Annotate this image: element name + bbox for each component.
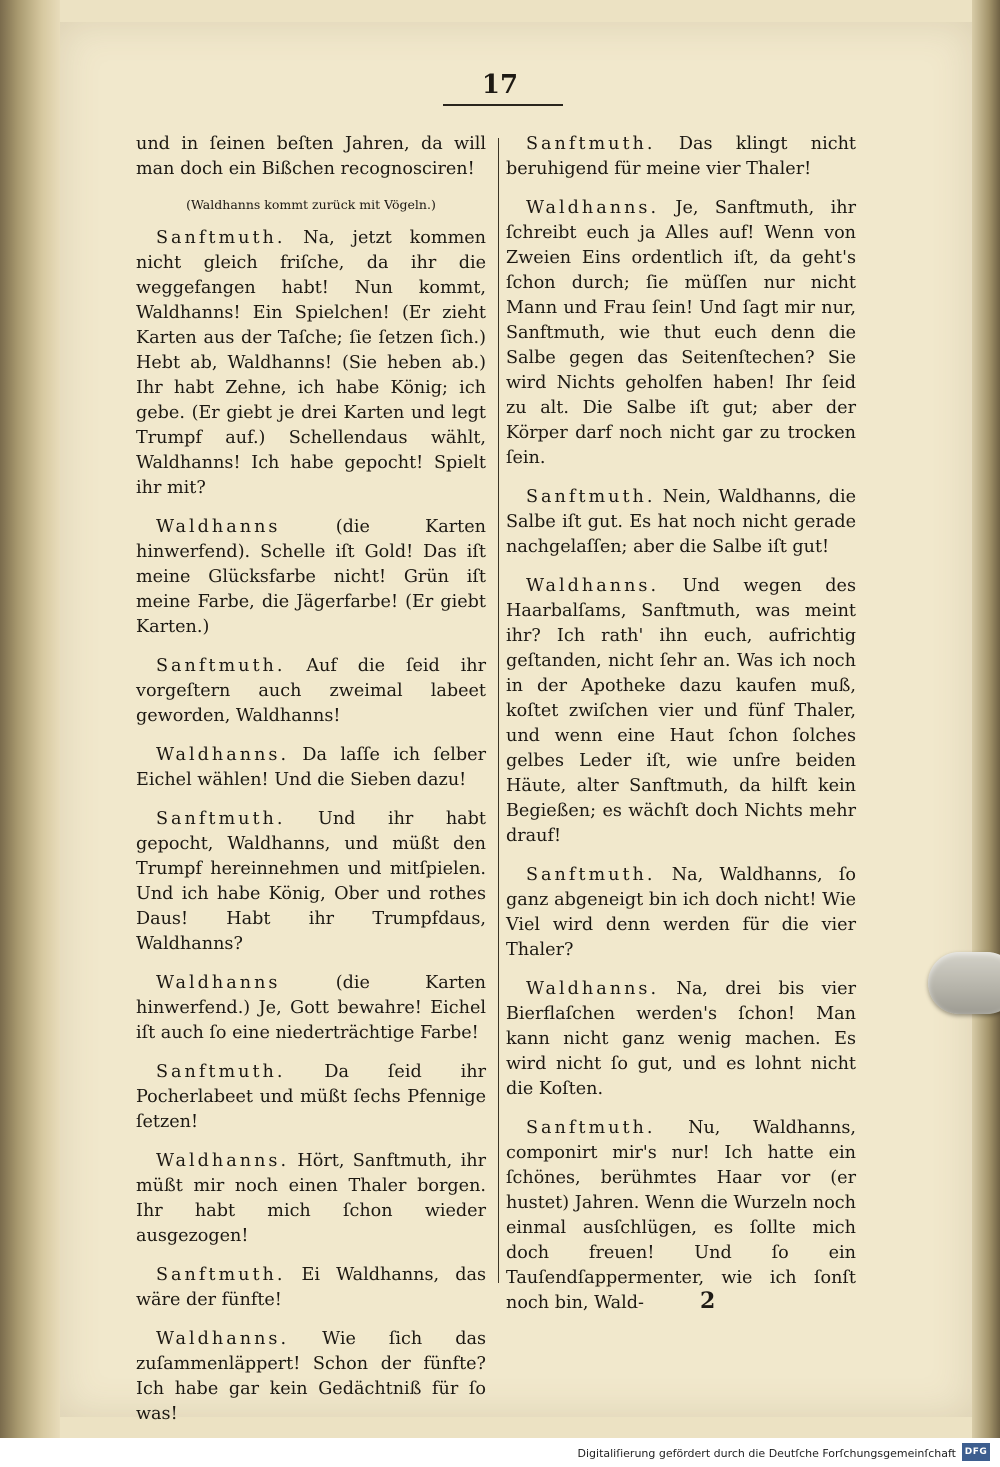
dialogue-text: Da laſſe ich ſelber Eichel wählen! Und die Sieben dazu! [136, 745, 487, 790]
speaker-name: Waldhanns. [156, 745, 290, 765]
speaker-name: Sanftmuth. [526, 134, 656, 154]
dialogue-text: Ei Waldhanns, das wäre der fünfte! [136, 1265, 486, 1310]
dialogue-text: Na, Waldhanns, ſo ganz abgeneigt bin ich doch nicht! Wie Viel wird denn werden für die vier Thaler? [506, 865, 856, 960]
dialogue-text: Nu, Waldhanns, componirt mir's nur! Ich hatte ein ſchönes, berühmtes Haar vor (er hustet) Jahren. Wenn die Wurzeln noch einmal ausſchlügen, es ſollte mich doch freuen! Und ſo ein Tauſendſappermenter, wie ich ſonſt noch bin, Wald- [506, 1118, 857, 1313]
dialogue-text: Wie ſich das zuſammenläppert! Schon der fünfte? Ich habe gar kein Gedächtniß für ſo was! [136, 1329, 486, 1424]
dialogue-paragraph [506, 863, 856, 963]
page-edge [972, 0, 1000, 1438]
signature-mark: 2 [700, 1288, 716, 1314]
funding-note: Digitaliſierung gefördert durch die Deutſche Forſchungsgemeinſchaft [577, 1447, 956, 1460]
speaker-name: Waldhanns [156, 517, 281, 537]
dialogue-text: und in ſeinen beſten Jahren, da will man doch ein Bißchen recognosciren! [136, 134, 486, 179]
speaker-name: Waldhanns. [526, 576, 660, 596]
dialogue-paragraph [136, 515, 486, 640]
dialogue-paragraph [136, 1327, 486, 1427]
speaker-name: Sanftmuth. [156, 228, 286, 248]
dialogue-paragraph [136, 743, 486, 793]
dialogue-text: Nein, Waldhanns, die Salbe iſt gut. Es hat noch nicht gerade nachgelaſſen; aber die Salbe iſt gut! [506, 487, 856, 557]
speaker-name: Waldhanns. [156, 1329, 290, 1349]
dialogue-paragraph [506, 196, 856, 471]
dialogue-paragraph [136, 807, 486, 957]
dialogue-paragraph [136, 226, 486, 501]
dialogue-text: Auf die ſeid ihr vorgeſtern auch zweimal labeet geworden, Waldhanns! [136, 656, 486, 726]
dialogue-text: Je, Sanftmuth, ihr ſchreibt euch ja Alles auf! Wenn von Zweien Eins ordentlich iſt, da geht's ſchon durch; ſie müſſen nur nicht Mann und Frau ſein! Und ſagt mir nur, Sanftmuth, wie thut euch denn die Salbe gegen das Seitenſtechen? Sie wird Nichts geholfen haben! Ihr ſeid zu alt. Die Salbe iſt gut; aber der Körper darf noch nicht gar zu trocken ſein. [506, 198, 857, 468]
dialogue-paragraph [136, 1060, 486, 1135]
dialogue-paragraph [136, 132, 486, 182]
dialogue-text: Und ihr habt gepocht, Waldhanns, und müßt den Trumpf hereinnehmen und mitſpielen. Und ich habe König, Ober und rothes Daus! Habt ihr Trumpfdaus, Waldhanns? [136, 809, 486, 954]
dialogue-paragraph [506, 574, 856, 849]
dialogue-paragraph [506, 1116, 856, 1316]
dialogue-paragraph [506, 132, 856, 182]
book-gutter [0, 0, 60, 1438]
right-text-column [506, 132, 856, 1330]
dialogue-text: Und wegen des Haarbalſams, Sanftmuth, was meint ihr? Ich rath' ihn euch, aufrichtig geſtanden, nicht ſehr an. Was ich noch in der Apotheke dazu kaufen muß, koſtet zwiſchen vier und fünf Thaler, und wenn eine Haut ſchon ſolches gelbes Leder iſt, wie unſre beiden Häute, alter Sanftmuth, da hilft kein Begießen; es wächſt doch Nichts mehr drauf! [506, 576, 856, 846]
speaker-name: Sanftmuth. [156, 1265, 286, 1285]
speaker-name: Sanftmuth. [526, 487, 656, 507]
dialogue-paragraph [136, 1149, 486, 1249]
speaker-name: Waldhanns. [526, 198, 660, 218]
dialogue-paragraph [506, 485, 856, 560]
dialogue-text: Na, drei bis vier Bierflaſchen werden's ſchon! Man kann nicht ganz wenig machen. Es wird nicht ſo gut, und es lohnt nicht die Koſten. [506, 979, 857, 1099]
dialogue-paragraph [136, 1263, 486, 1313]
page-flip-handle[interactable] [928, 952, 1000, 1014]
dialogue-text: (die Karten hinwerfend). Schelle iſt Gold! Das iſt meine Glücksfarbe nicht! Grün iſt meine Farbe, die Jägerfarbe! (Er giebt Karten.) [136, 517, 486, 637]
dialogue-paragraph [136, 971, 486, 1046]
speaker-name: Sanftmuth. [526, 1118, 656, 1138]
left-text-column [136, 132, 486, 1438]
speaker-name: Sanftmuth. [156, 809, 286, 829]
dialogue-text: Da ſeid ihr Pocherlabeet und müßt ſechs Pfennige ſetzen! [136, 1062, 486, 1132]
dialogue-text: Das klingt nicht beruhigend für meine vier Thaler! [506, 134, 856, 179]
speaker-name: Waldhanns [156, 973, 281, 993]
speaker-name: Waldhanns. [156, 1151, 290, 1171]
page-number-rule [443, 104, 563, 106]
speaker-name: Sanftmuth. [526, 865, 656, 885]
column-divider [498, 138, 499, 1283]
speaker-name: Sanftmuth. [156, 1062, 286, 1082]
speaker-name: Waldhanns. [526, 979, 660, 999]
stage-direction: (Waldhanns kommt zurück mit Vögeln.) [186, 197, 436, 212]
dfg-logo: DFG [962, 1443, 990, 1461]
dialogue-text: Hört, Sanftmuth, ihr müßt mir noch einen Thaler borgen. Ihr habt mich ſchon wieder ausgezogen! [136, 1151, 486, 1246]
page-number: 17 [481, 70, 519, 100]
speaker-name: Sanftmuth. [156, 656, 286, 676]
dialogue-text: (die Karten hinwerfend.) Je, Gott bewahre! Eichel iſt auch ſo eine niederträchtige Farbe! [136, 973, 486, 1043]
dialogue-paragraph [136, 654, 486, 729]
dialogue-text: Na, jetzt kommen nicht gleich friſche, da ihr die weggefangen habt! Nun kommt, Waldhanns! Ein Spielchen! (Er zieht Karten aus der Taſche; ſie ſetzen ſich.) Hebt ab, Waldhanns! (Sie heben ab.) Ihr habt Zehne, ich habe König; ich gebe. (Er giebt je drei Karten und legt Trumpf auf.) Schellendaus wählt, Waldhanns! Ich habe gepocht! Spielt ihr mit? [136, 228, 486, 498]
dialogue-paragraph [506, 977, 856, 1102]
